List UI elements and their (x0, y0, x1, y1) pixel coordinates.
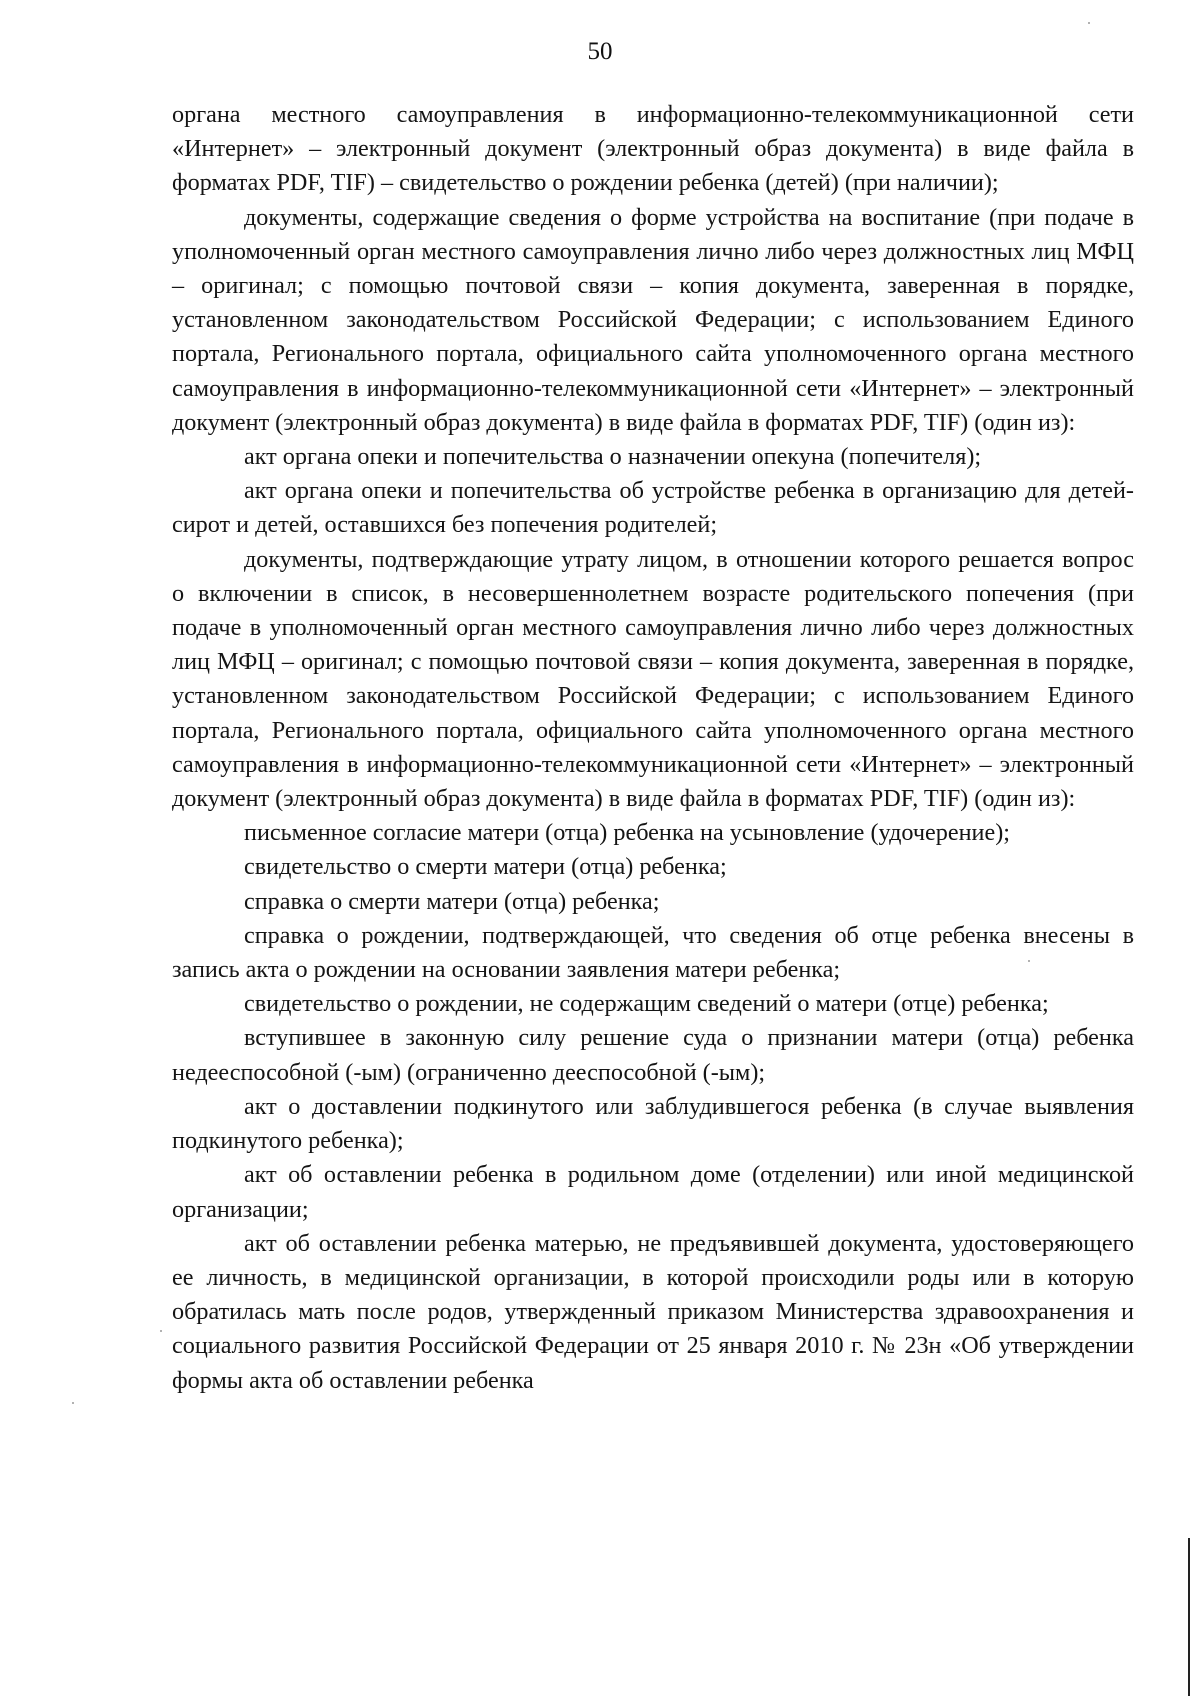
list-item-orphan-placement-act: акт органа опеки и попечительства об устройстве ребенка в организацию для детей-сирот и детей, оставшихся без попечения родителей; (172, 477, 1134, 539)
paragraph-guardianship-documents: документы, содержащие сведения о форме устройства на воспитание (при подаче в уполномоченный орган местного самоуправления лично либо через должностных лиц МФЦ – оригинал; с помощью почтовой связи – копия документа, заверенная в порядке, установленном законодательством Российской Федерации; с использованием Единого портала, Регионального портала, официального сайта уполномоченного органа местного самоуправления в информационно-телекоммуникационной сети «Интернет» – электронный документ (электронный образ документа) в виде файла в форматах PDF, TIF) (один из): (172, 203, 1134, 436)
list-item-maternity-abandonment-act: акт об оставлении ребенка в родильном доме (отделении) или иной медицинской организации; (172, 1161, 1134, 1223)
scan-speck (72, 1402, 74, 1404)
list-item-court-decision: вступившее в законную силу решение суда о признании матери (отца) ребенка недееспособной (-ым) (ограниченно дееспособной (-ым); (172, 1024, 1134, 1086)
list-item-birth-certificate: свидетельство о рождении, не содержащим сведений о матери (отце) ребенка; (244, 990, 1049, 1018)
list-item-abandoned-child-act: акт о доставлении подкинутого или заблудившегося ребенка (в случае выявления подкинутого ребенка); (172, 1092, 1134, 1155)
paragraph-loss-of-parental-care-documents: документы, подтверждающие утрату лицом, в отношении которого решается вопрос о включении в список, в несовершеннолетнем возрасте родительского попечения (при подаче в уполномоченный орган местного самоуправления лично либо через должностных лиц МФЦ – оригинал; с помощью почтовой связи – копия документа, заверенная в порядке, установленном законодательством Российской Федерации; с использованием Единого портала, Регионального портала, официального сайта уполномоченного органа местного самоуправления в информационно-телекоммуникационной сети «Интернет» – электронный документ (электронный образ документа) в виде файла в форматах PDF, TIF) (один из): (172, 545, 1134, 813)
list-item-guardian-appointment-act: акт органа опеки и попечительства о назначении опекуна (попечителя); (244, 443, 982, 471)
list-item-unidentified-mother-act: акт об оставлении ребенка матерью, не предъявившей документа, удостоверяющего ее личность, в медицинской организации, в которой происходили роды или в которую обратилась мать после родов, утвержденный приказом Министерства здравоохранения и социального развития Российской Федерации от 25 января 2010 г. № 23н «Об утверждении формы акта об оставлении ребенка (172, 1229, 1134, 1394)
scan-speck (1028, 960, 1030, 962)
scan-speck (1088, 22, 1090, 24)
document-body (172, 98, 1134, 1398)
page-number: 50 (587, 38, 613, 65)
scan-edge-mark (1188, 1538, 1190, 1696)
paragraph-continuation: органа местного самоуправления в информационно-телекоммуникационной сети «Интернет» – электронный документ (электронный образ документа) в виде файла в форматах PDF, TIF) – свидетельство о рождении ребенка (детей) (при наличии); (172, 101, 1134, 197)
list-item-birth-notice: справка о рождении, подтверждающей, что сведения об отце ребенка внесены в запись акта о рождении на основании заявления матери ребенка; (172, 921, 1134, 984)
list-item-adoption-consent: письменное согласие матери (отца) ребенка на усыновление (удочерение); (244, 819, 1010, 847)
list-item-death-notice: справка о смерти матери (отца) ребенка; (244, 887, 660, 915)
list-item-death-certificate: свидетельство о смерти матери (отца) ребенка; (244, 853, 727, 881)
scan-speck (160, 1330, 162, 1332)
